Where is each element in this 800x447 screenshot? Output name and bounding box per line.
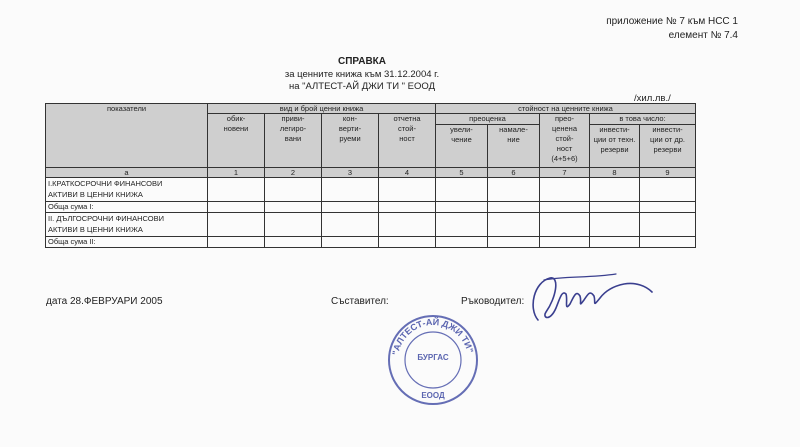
col-tech-reserves-line1: инвести- bbox=[599, 125, 630, 134]
table-cell bbox=[322, 178, 379, 202]
column-number: 3 bbox=[322, 168, 379, 178]
appendix-reference: приложение № 7 към НСС 1 bbox=[606, 16, 738, 27]
table-cell bbox=[540, 178, 590, 202]
including-header: в това число: bbox=[590, 114, 696, 125]
col-other-reserves-line2: ции от др. bbox=[650, 135, 685, 144]
total-two-label: Обща сума II: bbox=[46, 237, 208, 248]
column-number: 6 bbox=[488, 168, 540, 178]
col-revalued-line5: (4+5+6) bbox=[551, 154, 578, 163]
col-privileged-header bbox=[265, 114, 322, 168]
manager-signature bbox=[520, 268, 670, 338]
document-date: дата 28.ФЕВРУАРИ 2005 bbox=[46, 296, 163, 307]
table-cell bbox=[590, 213, 640, 237]
col-revalued-line1: прео- bbox=[554, 114, 575, 123]
col-other-reserves-line3: резерви bbox=[653, 145, 682, 154]
row-long-term-label bbox=[46, 213, 208, 237]
table-cell bbox=[379, 178, 436, 202]
row-short-term-line1: I.КРАТКОСРОЧНИ ФИНАНСОВИ bbox=[48, 179, 163, 188]
table-cell bbox=[436, 202, 488, 213]
document-subtitle-company: на "АЛТЕСТ-АЙ ДЖИ ТИ " ЕООД bbox=[288, 81, 436, 92]
column-number: 2 bbox=[265, 168, 322, 178]
column-number: 8 bbox=[590, 168, 640, 178]
stamp-company: "АЛТЕСТ-АЙ ДЖИ ТИ" bbox=[390, 316, 476, 356]
table-cell bbox=[436, 237, 488, 248]
table-row bbox=[46, 213, 696, 237]
header-row-groups bbox=[46, 104, 696, 114]
table-cell bbox=[379, 237, 436, 248]
table-cell bbox=[488, 202, 540, 213]
table-cell bbox=[590, 178, 640, 202]
stamp-form: ЕООД bbox=[421, 391, 445, 400]
col-privileged-line2: легиро- bbox=[279, 124, 307, 133]
table-cell bbox=[322, 202, 379, 213]
col-tech-reserves-line3: резерви bbox=[600, 145, 629, 154]
table-cell bbox=[379, 202, 436, 213]
table-cell bbox=[540, 202, 590, 213]
table-cell bbox=[488, 213, 540, 237]
col-privileged-line3: вани bbox=[284, 134, 302, 143]
securities-table bbox=[45, 103, 696, 248]
col-revalued-line3: стой- bbox=[555, 134, 574, 143]
table-cell bbox=[540, 213, 590, 237]
indicators-header: показатели bbox=[46, 104, 208, 168]
col-revalued-line4: ност bbox=[556, 144, 573, 153]
column-number: 4 bbox=[379, 168, 436, 178]
column-number: 7 bbox=[540, 168, 590, 178]
element-reference: елемент № 7.4 bbox=[668, 30, 738, 41]
table-cell bbox=[590, 237, 640, 248]
table-cell bbox=[322, 237, 379, 248]
col-book-value-header bbox=[379, 114, 436, 168]
value-header: стойност на ценните книжа bbox=[436, 104, 696, 114]
row-long-term-line1: II. ДЪЛГОСРОЧНИ ФИНАНСОВИ bbox=[48, 214, 164, 223]
table-cell bbox=[640, 202, 696, 213]
column-number: 9 bbox=[640, 168, 696, 178]
col-decrease-header bbox=[488, 125, 540, 168]
col-decrease-line1: намале- bbox=[499, 125, 528, 134]
col-ordinary-header bbox=[208, 114, 265, 168]
table-cell bbox=[436, 178, 488, 202]
table-cell bbox=[590, 202, 640, 213]
table-cell bbox=[540, 237, 590, 248]
revaluation-header: преоценка bbox=[436, 114, 540, 125]
col-revalued-line2: ценена bbox=[551, 124, 577, 133]
table-row bbox=[46, 202, 696, 213]
total-one-label: Обща сума I: bbox=[46, 202, 208, 213]
table-cell bbox=[379, 213, 436, 237]
col-book-value-line3: ност bbox=[399, 134, 415, 143]
col-increase-line1: увели- bbox=[450, 125, 473, 134]
table-cell bbox=[436, 213, 488, 237]
col-increase-line2: чение bbox=[451, 135, 472, 144]
col-convertible-line2: верти- bbox=[338, 124, 362, 133]
table-row bbox=[46, 237, 696, 248]
col-convertible-header bbox=[322, 114, 379, 168]
column-number-row bbox=[46, 168, 696, 178]
unit-label: /хил.лв./ bbox=[634, 93, 671, 104]
col-ordinary-line2: новени bbox=[223, 124, 249, 133]
col-convertible-line3: руеми bbox=[339, 134, 361, 143]
table-cell bbox=[208, 213, 265, 237]
document-title: СПРАВКА bbox=[338, 56, 386, 67]
row-short-term-line2: АКТИВИ В ЦЕННИ КНИЖА bbox=[48, 190, 143, 199]
table-cell bbox=[265, 178, 322, 202]
col-convertible-line1: кон- bbox=[342, 114, 358, 123]
col-tech-reserves-header bbox=[590, 125, 640, 168]
table-cell bbox=[265, 213, 322, 237]
table-cell bbox=[488, 178, 540, 202]
col-book-value-line1: отчетна bbox=[393, 114, 421, 123]
compiler-label: Съставител: bbox=[331, 296, 389, 307]
manager-label: Ръководител: bbox=[461, 296, 525, 307]
type-count-header: вид и брой ценни книжа bbox=[208, 104, 436, 114]
table-cell bbox=[488, 237, 540, 248]
table-cell bbox=[322, 213, 379, 237]
col-privileged-line1: приви- bbox=[281, 114, 305, 123]
col-other-reserves-header bbox=[640, 125, 696, 168]
company-stamp bbox=[385, 312, 481, 408]
svg-text:"АЛТЕСТ-АЙ ДЖИ ТИ" bbox=[390, 316, 475, 356]
column-number: 1 bbox=[208, 168, 265, 178]
row-short-term-label bbox=[46, 178, 208, 202]
table-cell bbox=[208, 178, 265, 202]
column-number: 5 bbox=[436, 168, 488, 178]
table-cell bbox=[640, 237, 696, 248]
col-tech-reserves-line2: ции от техн. bbox=[593, 135, 636, 144]
table-cell bbox=[640, 213, 696, 237]
col-book-value-line2: стой- bbox=[398, 124, 416, 133]
table-row bbox=[46, 178, 696, 202]
table-cell bbox=[208, 202, 265, 213]
table-cell bbox=[265, 202, 322, 213]
table-cell bbox=[208, 237, 265, 248]
table-cell bbox=[265, 237, 322, 248]
col-other-reserves-line1: инвести- bbox=[652, 125, 683, 134]
document-subtitle-date: за ценните книжа към 31.12.2004 г. bbox=[284, 69, 440, 80]
col-increase-header bbox=[436, 125, 488, 168]
table-cell bbox=[640, 178, 696, 202]
col-ordinary-line1: обик- bbox=[226, 114, 246, 123]
row-long-term-line2: АКТИВИ В ЦЕННИ КНИЖА bbox=[48, 225, 143, 234]
stamp-city: БУРГАС bbox=[417, 353, 449, 362]
col-decrease-line2: ние bbox=[507, 135, 520, 144]
col-revalued-header bbox=[540, 114, 590, 168]
column-number-a: а bbox=[46, 168, 208, 178]
